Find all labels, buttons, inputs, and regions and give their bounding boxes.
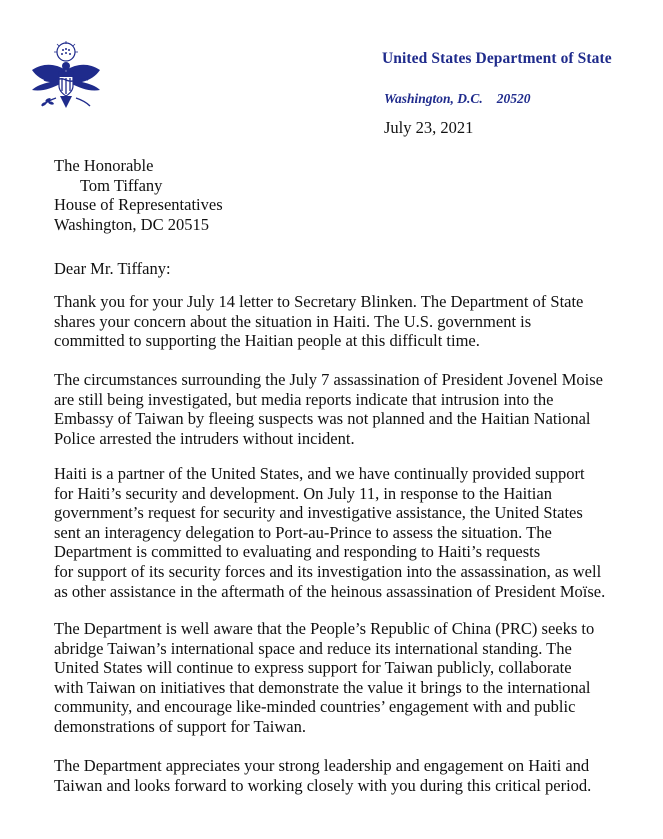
paragraph-line: The Department appreciates your strong leadership and engagement on Haiti and	[54, 756, 590, 775]
letterhead-zip: 20520	[496, 91, 531, 106]
body-paragraph-5	[54, 756, 624, 795]
paragraph-line: United States will continue to express support for Taiwan publicly, collaborate	[54, 658, 572, 678]
paragraph-line: for support of its security forces and its investigation into the assassination, as well	[54, 561, 602, 581]
salutation: Dear Mr. Tiffany:	[54, 259, 171, 278]
paragraph-line: Haiti is a partner of the United States, and we have continually provided support	[54, 464, 585, 483]
recipient-address	[54, 156, 223, 234]
paragraph-line: abridge Taiwan’s international space and reduce its international standing. The	[54, 638, 572, 658]
letterhead-department: United States Department of State	[382, 50, 612, 67]
paragraph-line: The circumstances surrounding the July 7 assassination of President Jovenel Moise	[54, 370, 603, 389]
paragraph-line: government’s request for security and investigative assistance, the United States	[54, 503, 583, 523]
address-line: The Honorable	[54, 156, 154, 175]
body-paragraph-1	[54, 292, 624, 351]
paragraph-line: as other assistance in the aftermath of the heinous assassination of President Moïse.	[54, 581, 606, 601]
paragraph-line: for Haiti’s security and development. On July 11, in response to the Haitian	[54, 483, 552, 503]
body-paragraph-3	[54, 464, 624, 601]
paragraph-line: with Taiwan on initiatives that demonstrate the value it brings to the international	[54, 677, 591, 697]
paragraph-line: demonstrations of support for Taiwan.	[54, 716, 306, 736]
letter-date: July 23, 2021	[384, 118, 474, 137]
body-paragraph-4	[54, 619, 624, 737]
paragraph-line: sent an interagency delegation to Port-au-Prince to assess the situation. The	[54, 522, 552, 542]
paragraph-line: Department is committed to evaluating and responding to Haiti’s requests	[54, 542, 541, 562]
body-paragraph-2	[54, 370, 624, 448]
paragraph-line: Taiwan and looks forward to working closely with you during this critical period.	[54, 775, 592, 795]
great-seal-eagle-icon	[26, 40, 106, 114]
paragraph-line: community, and encourage like-minded countries’ engagement with and public	[54, 697, 576, 717]
paragraph-line: shares your concern about the situation in Haiti. The U.S. government is	[54, 311, 532, 331]
paragraph-line: are still being investigated, but media reports indicate that intrusion into the	[54, 389, 554, 409]
paragraph-line: Thank you for your July 14 letter to Secretary Blinken. The Department of State	[54, 292, 584, 311]
address-line: Tom Tiffany	[80, 175, 163, 195]
paragraph-line: committed to supporting the Haitian people at this difficult time.	[54, 331, 480, 351]
paragraph-line: Police arrested the intruders without incident.	[54, 428, 355, 448]
address-line: Washington, DC 20515	[54, 214, 209, 234]
address-line: House of Representatives	[54, 195, 223, 214]
paragraph-line: Embassy of Taiwan by fleeing suspects was not planned and the Haitian National	[54, 409, 591, 429]
letterhead-city-line	[384, 91, 531, 107]
paragraph-line: The Department is well aware that the People’s Republic of China (PRC) seeks to	[54, 619, 595, 638]
letterhead-city: Washington, D.C.	[384, 91, 483, 106]
